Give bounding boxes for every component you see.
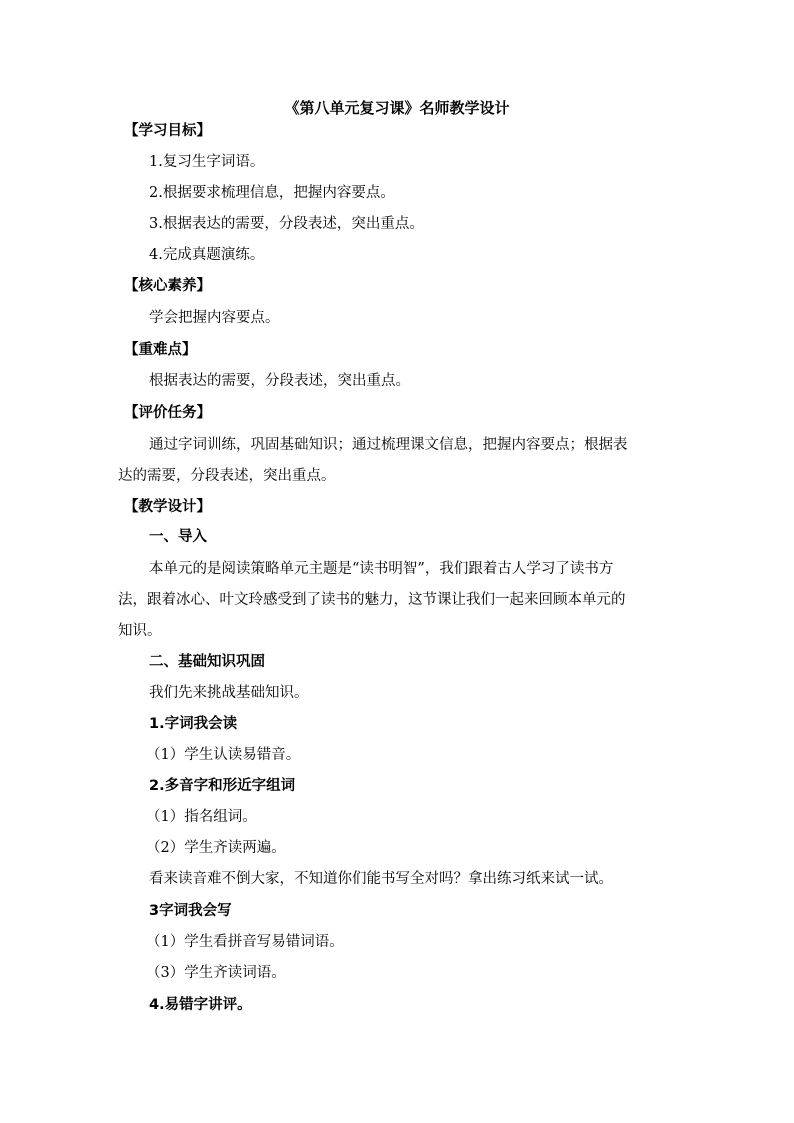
section-1-heading: 1.字词我会读 <box>149 716 238 732</box>
objective-item-1: 1.复习生字词语。 <box>149 154 265 170</box>
intro-text-line-1: 本单元的是阅读策略单元主题是“读书明智”，我们跟着古人学习了读书方 <box>149 561 614 577</box>
section-2-heading: 2.多音字和形近字组词 <box>149 778 296 794</box>
intro-text-line-2: 法，跟着冰心、叶文玲感受到了读书的魅力，这节课让我们一起来回顾本单元的 <box>118 592 626 608</box>
section-4-heading: 4.易错字讲评。 <box>149 997 252 1013</box>
section-3-heading: 3字词我会写 <box>149 903 232 919</box>
evaluation-text-line-2: 达的需要，分段表述，突出重点。 <box>118 468 336 484</box>
section-1-item-1: （1）学生认读易错音。 <box>146 747 301 763</box>
intro-text-line-3: 知识。 <box>118 623 162 639</box>
key-points-heading: 【重难点】 <box>124 342 197 358</box>
literacy-text: 学会把握内容要点。 <box>149 310 280 326</box>
objectives-heading: 【学习目标】 <box>124 123 211 139</box>
part2-heading: 二、基础知识巩固 <box>149 654 265 670</box>
part2-text: 我们先来挑战基础知识。 <box>149 685 309 701</box>
literacy-heading: 【核心素养】 <box>124 278 211 294</box>
section-2-item-2: （2）学生齐读两遍。 <box>146 840 286 856</box>
objective-item-2: 2.根据要求梳理信息，把握内容要点。 <box>149 185 395 201</box>
section-2-item-1: （1）指名组词。 <box>146 809 257 825</box>
design-heading: 【教学设计】 <box>124 499 211 515</box>
section-3-item-2: （3）学生齐读词语。 <box>146 965 286 981</box>
objective-item-3: 3.根据表达的需要，分段表述，突出重点。 <box>149 216 424 232</box>
evaluation-heading: 【评价任务】 <box>124 405 211 421</box>
part1-heading: 一、导入 <box>149 529 207 545</box>
section-3-item-1: （1）学生看拼音写易错词语。 <box>146 934 344 950</box>
evaluation-text-line-1: 通过字词训练，巩固基础知识；通过梳理课文信息，把握内容要点；根据表 <box>149 437 628 453</box>
key-points-text: 根据表达的需要，分段表述，突出重点。 <box>149 373 410 389</box>
document-title: 《第八单元复习课》名师教学设计 <box>284 99 510 117</box>
objective-item-4: 4.完成真题演练。 <box>149 247 265 263</box>
section-2-note: 看来读音难不倒大家，不知道你们能书写全对吗？拿出练习纸来试一试。 <box>149 871 613 887</box>
